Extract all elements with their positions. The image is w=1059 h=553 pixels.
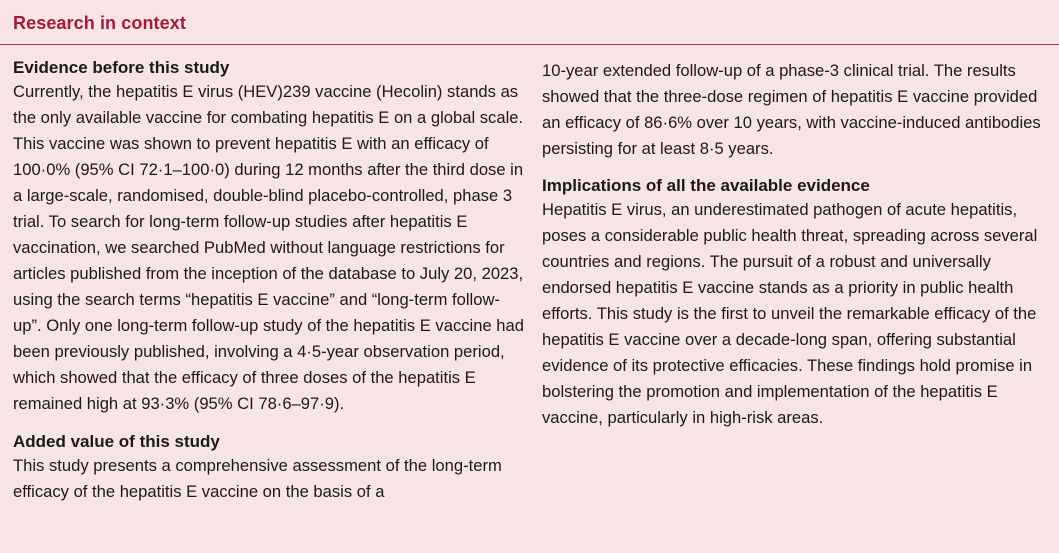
section-body: This study presents a comprehensive assessment of the long-term efficacy of the hepatitis E vaccine on the basis of a [13,456,502,501]
section-body: Currently, the hepatitis E virus (HEV)239 vaccine (Hecolin) stands as the only available vaccine for combating hepatitis E on a global scale. This vaccine was shown to prevent hepatitis E with an efficacy of 100·0% (95% CI 72·1–100·0) during 12 months after the third dose in a large-scale, randomised, double-blind placebo-controlled, phase 3 trial. To search for long-term follow-up studies after hepatitis E vaccination, we searched PubMed without language restrictions for articles published from the inception of the database to July 20, 2023, using the search terms “hepatitis E vaccine” and “long-term follow-up”. Only one long-term follow-up study of the hepatitis E vaccine had been previously published, involving a 4·5-year observation period, which showed that the efficacy of three doses of the hepatitis E remained high at 93·3% (95% CI 78·6–97·9). [13,82,524,413]
section-added-value-continued [542,58,1048,162]
title-divider [0,44,1059,45]
section-body: 10-year extended follow-up of a phase-3 clinical trial. The results showed that the three-dose regimen of hepatitis E vaccine provided an efficacy of 86·6% over 10 years, with vaccine-induced antibodies persisting for at least 8·5 years. [542,61,1041,158]
section-heading: Implications of all the available evidence [542,176,870,195]
section-evidence-before [13,57,525,417]
section-heading: Added value of this study [13,432,220,451]
section-heading: Evidence before this study [13,58,230,77]
section-body: Hepatitis E virus, an underestimated pathogen of acute hepatitis, poses a considerable public health threat, spreading across several countries and regions. The pursuit of a robust and universally endorsed hepatitis E vaccine stands as a priority in public health efforts. This study is the first to unveil the remarkable efficacy of the hepatitis E vaccine over a decade-long span, offering substantial evidence of its protective efficacies. These findings hold promise in bolstering the promotion and implementation of the hepatitis E vaccine, particularly in high-risk areas. [542,200,1038,427]
left-column [13,57,525,505]
section-implications [542,175,1048,431]
section-added-value [13,431,525,505]
panel-title: Research in context [13,13,186,33]
right-column [542,57,1048,431]
